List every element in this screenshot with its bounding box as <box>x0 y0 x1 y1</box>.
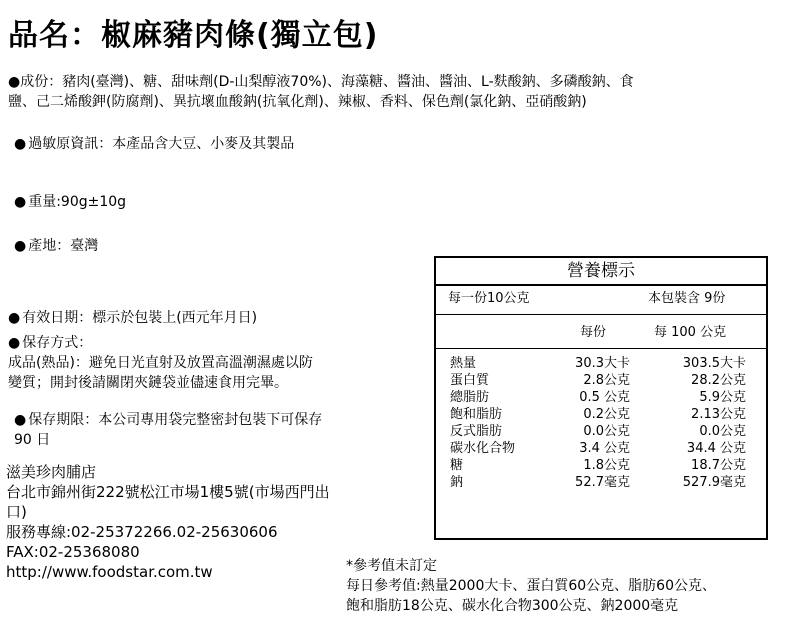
nutrient-name: 熱量 <box>450 356 477 371</box>
nutrient-per-serving: 0.2公克 <box>583 407 630 422</box>
nutrient-per-serving: 30.3大卡 <box>575 356 630 371</box>
nutrient-per-serving: 0.5 公克 <box>579 390 630 405</box>
nutrient-per-100g: 5.9公克 <box>699 390 746 405</box>
shop-name: 滋美珍肉脯店 <box>6 463 97 481</box>
nutrient-per-serving: 2.8公克 <box>583 373 630 388</box>
shop-address: 口) <box>6 503 27 521</box>
shop-phone: 服務專線:02-25372266.02-25630606 <box>6 523 278 541</box>
reference-values <box>346 556 716 616</box>
nutrient-per-100g: 0.0公克 <box>699 424 746 439</box>
nutrient-per-100g: 2.13公克 <box>691 407 746 422</box>
nutrition-facts-table <box>434 256 768 540</box>
nutrient-name: 碳水化合物 <box>450 441 516 456</box>
ingredients-block <box>8 72 634 112</box>
nutrient-name: 蛋白質 <box>450 373 490 388</box>
shop-info <box>6 462 330 582</box>
expiry-date: ● 有效日期：標示於包裝上(西元年月日) <box>8 308 257 328</box>
reference-line: 飽和脂肪18公克、碳水化合物300公克、鈉2000毫克 <box>346 598 679 614</box>
shop-address: 台北市錦州街222號松江市場1樓5號(市場西門出 <box>6 483 330 501</box>
nutrient-name: 鈉 <box>450 475 464 490</box>
nutrient-per-100g: 527.9毫克 <box>682 475 746 490</box>
nutrient-per-100g: 28.2公克 <box>691 373 746 388</box>
nutrient-name: 飽和脂肪 <box>450 407 503 422</box>
storage-block <box>8 333 313 393</box>
nutrient-per-100g: 34.4 公克 <box>686 441 746 456</box>
storage-line: 成品(熟品)：避免日光直射及放置高溫潮濕處以防 <box>8 355 313 371</box>
serving-size: 每一份10公克 <box>448 291 530 306</box>
nutrient-per-serving: 1.8公克 <box>583 458 630 473</box>
net-weight: ● 重量:90g±10g <box>14 192 126 212</box>
nutrient-per-100g: 303.5大卡 <box>682 356 746 371</box>
col-per-100g: 每 100 公克 <box>654 325 727 340</box>
nutrient-per-serving: 52.7毫克 <box>575 475 630 490</box>
nutrient-name: 糖 <box>450 458 464 473</box>
shelf-life-line: ● 保存期限：本公司專用袋完整密封包裝下可保存 <box>14 410 322 430</box>
shop-website[interactable]: http://www.foodstar.com.tw <box>6 563 213 581</box>
col-per-serving: 每份 <box>580 325 607 340</box>
storage-line: 變質；開封後請關閉夾鏈袋並儘速食用完畢。 <box>8 375 288 391</box>
nutrition-heading: 營養標示 <box>436 258 766 286</box>
divider <box>436 348 766 349</box>
ingredients-line: ●成份：豬肉(臺灣)、糖、甜味劑(D-山梨醇液70%)、海藻糖、醬油、醬油、L-麩酸鈉、多磷酸鈉、食 <box>8 74 634 90</box>
origin: ● 產地：臺灣 <box>14 236 98 256</box>
ingredients-line: 鹽、己二烯酸鉀(防腐劑)、異抗壞血酸鈉(抗氧化劑)、辣椒、香料、保色劑(氯化鈉、亞硝酸鈉) <box>8 94 587 110</box>
reference-line: *參考值未訂定 <box>346 558 437 574</box>
nutrient-per-100g: 18.7公克 <box>691 458 746 473</box>
storage-heading: ● 保存方式： <box>8 333 313 353</box>
allergen-info: ● 過敏原資訊：本產品含大豆、小麥及其製品 <box>14 134 294 154</box>
divider <box>436 314 766 315</box>
reference-line: 每日參考值:熱量2000大卡、蛋白質60公克、脂肪60公克、 <box>346 578 716 594</box>
product-title: 品名：椒麻豬肉條(獨立包) <box>8 18 379 53</box>
shop-fax: FAX:02-25368080 <box>6 543 140 561</box>
nutrient-name: 總脂肪 <box>450 390 490 405</box>
shelf-life-line: 90 日 <box>14 432 51 448</box>
nutrient-per-serving: 3.4 公克 <box>579 441 630 456</box>
shelf-life-block <box>14 410 322 450</box>
servings-per-package: 本包裝含 9份 <box>648 291 726 306</box>
nutrient-per-serving: 0.0公克 <box>583 424 630 439</box>
nutrient-name: 反式脂肪 <box>450 424 503 439</box>
